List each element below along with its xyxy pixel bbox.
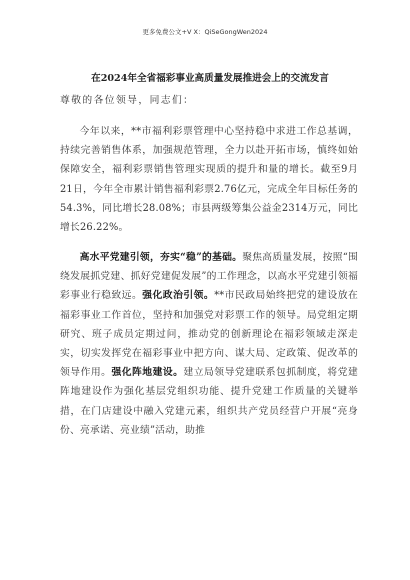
paragraph-2-text-3: 建立局领导党建联系包抓制度，将党建阵地建设作为强化基层党组织功能、提升党建工作质量的关键举措，在门店建设中融入党建元素，组织共产党员经营户开展“亮身份、亮承诺、亮业绩”活动，助推 (60, 367, 359, 436)
subheading-political-guidance: 强化政治引领。 (142, 290, 215, 302)
document-title: 在2024年全省福彩事业高质量发展推进会上的交流发言 (91, 73, 329, 84)
paragraph-2-text-2: **市民政局始终把党的建设放在福彩事业工作首位，坚持和加强党对彩票工作的领导。局党组定期研究、班子成员定期过问，推动党的创新理论在福彩领域走深走实，切实发挥党在福彩事业中把方向、谋大局、定政策、促改革的领导作用。 (60, 290, 358, 379)
paragraph-2-heading: 高水平党建引领，夯实“稳”的基础。 (79, 252, 243, 263)
paragraph-2 (60, 248, 358, 440)
header-note: 更多免费公文+V X：QiSeGongWen2024 (142, 28, 268, 36)
subheading-position-building: 强化阵地建设。 (111, 367, 184, 379)
paragraph-1: 今年以来，**市福利彩票管理中心坚持稳中求进工作总基调，持续完善销售体系，加强规范管理，全力以赴开拓市场，慎终如始保障安全，福利彩票销售管理实现质的提升和量的增长。截至9月21日，今年全市累计销售福利彩票2.76亿元，完成全年目标任务的54.3%，同比增长28.08%；市县两级筹集公益金2314万元，同比增长26.22%。 (60, 126, 358, 234)
paragraph-2-text-1: 聚焦高质量发展，按照“围绕发展抓党建、抓好党建促发展”的工作理念，以高水平党建引领福彩事业行稳致远。 (60, 252, 358, 302)
salutation: 尊敬的各位领导，同志们： (60, 95, 195, 106)
